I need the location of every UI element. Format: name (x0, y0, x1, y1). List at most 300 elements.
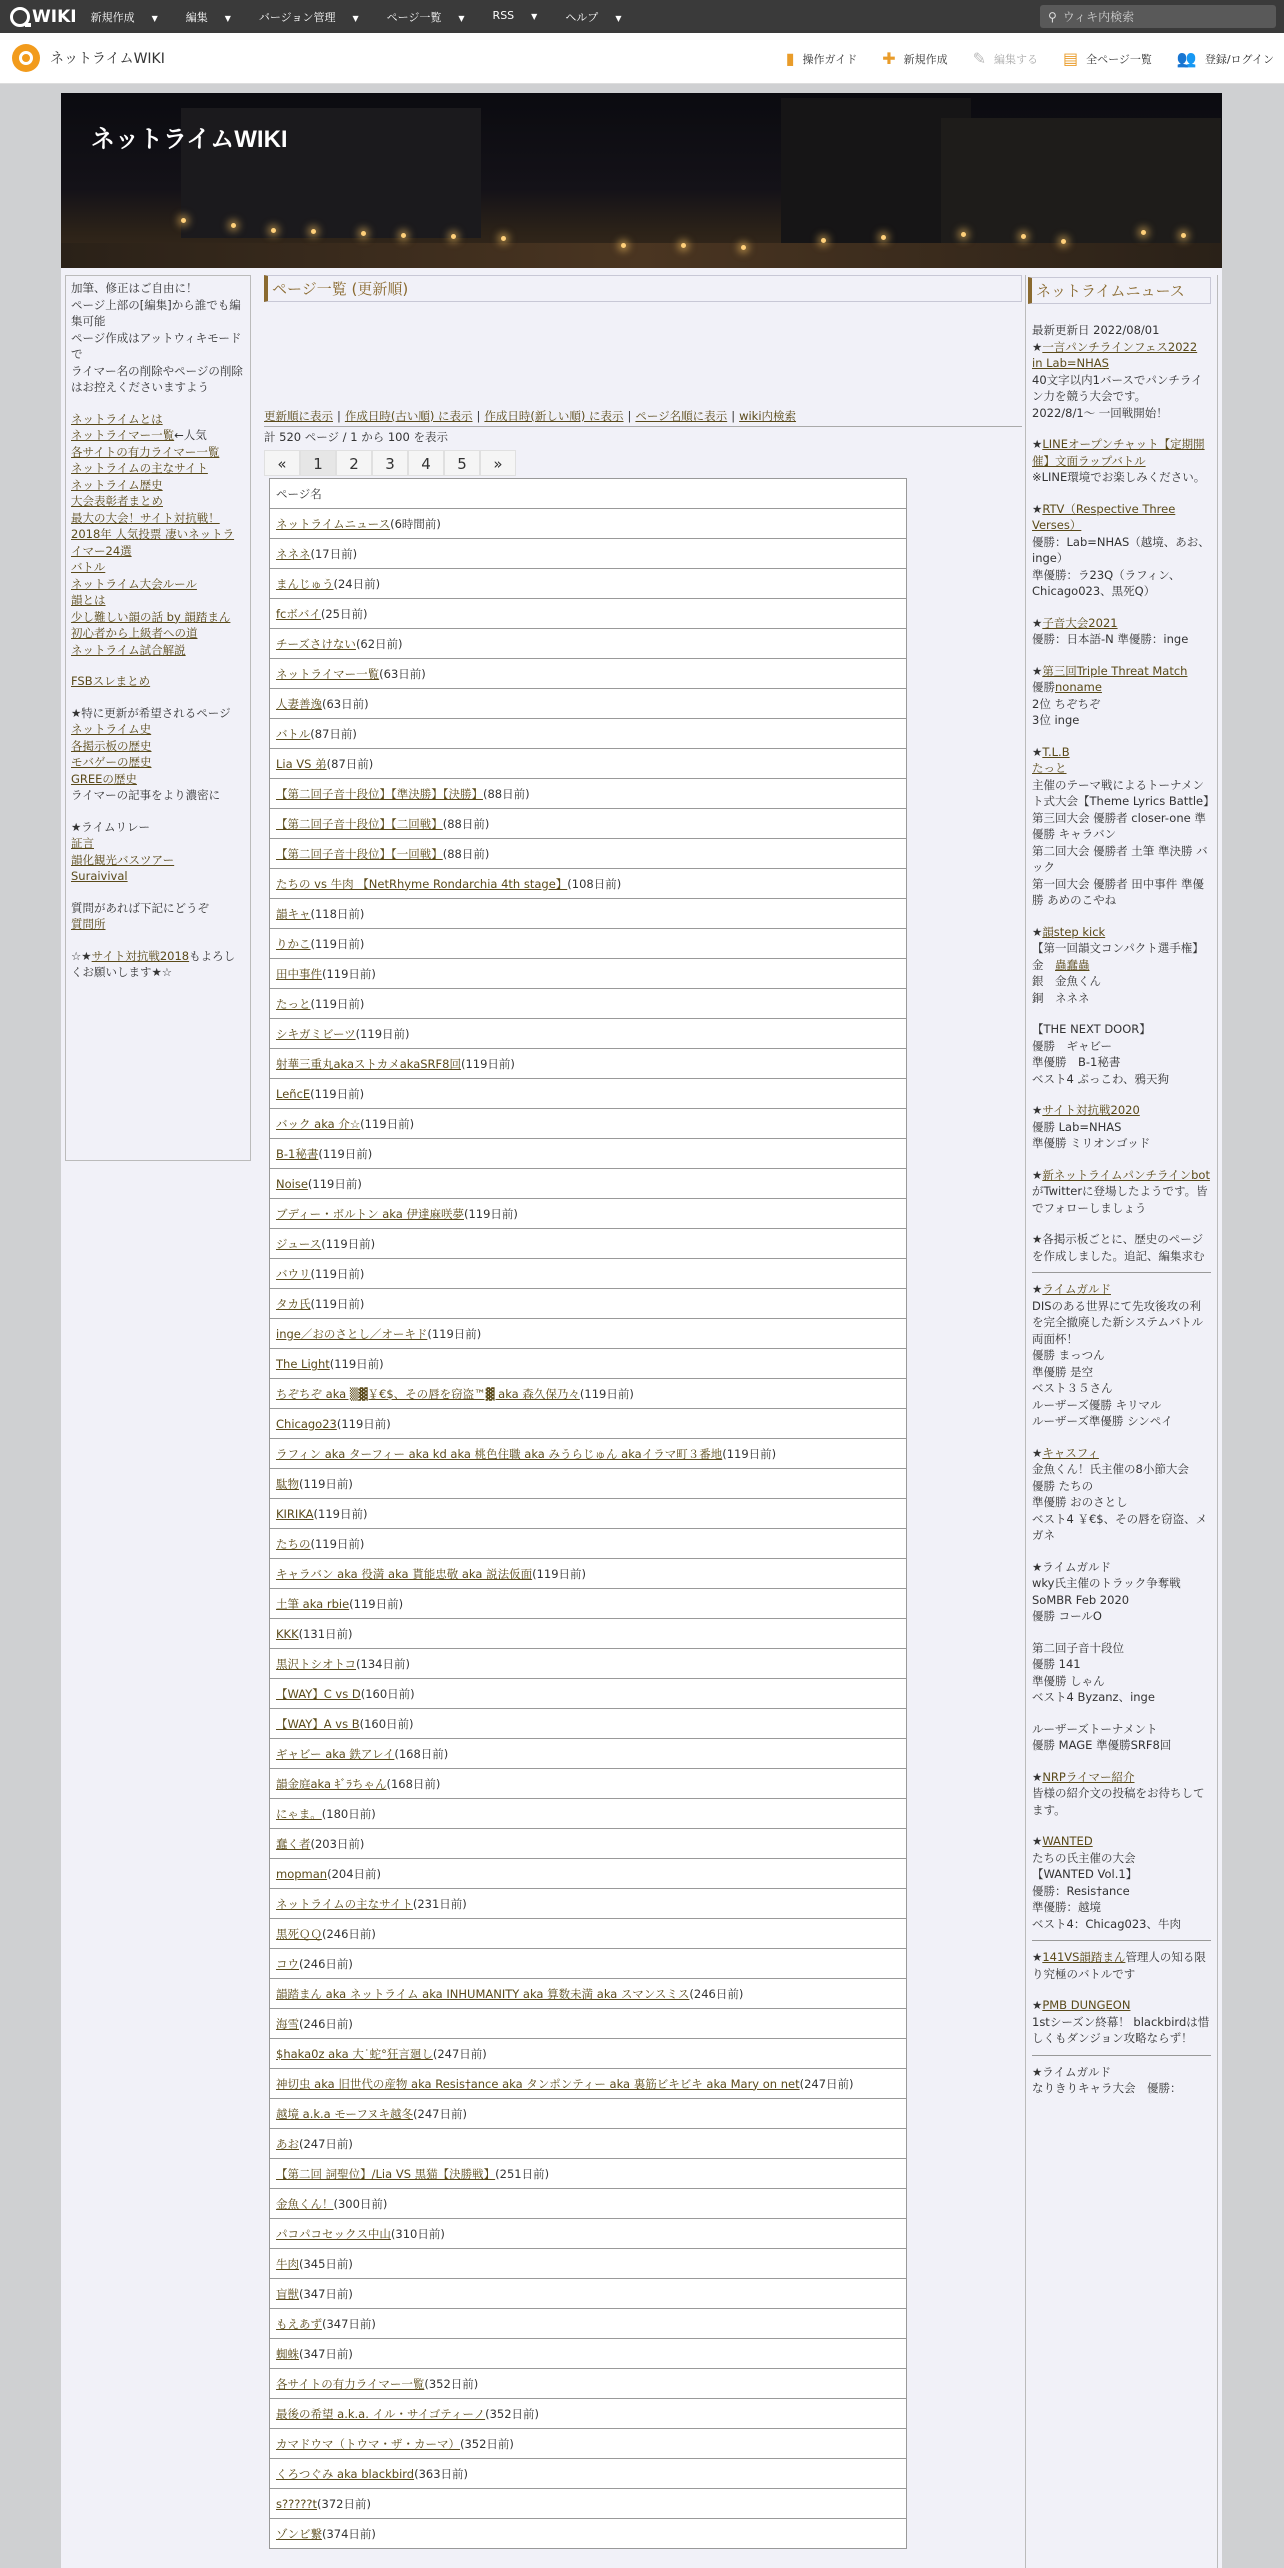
page-link[interactable]: パコパコセックス中山 (276, 2226, 391, 2241)
page-link[interactable]: 【第二回 詞聖位】/Lia VS 黒猫【決勝戦】 (276, 2166, 496, 2181)
history-link[interactable] (71, 738, 245, 755)
news-item[interactable] (1032, 663, 1211, 680)
left-link[interactable]: ネットライム試合解説 (71, 642, 186, 657)
news-link[interactable]: ライムガルド (1042, 1282, 1111, 1296)
page-link[interactable]: 蠢く者 (276, 1836, 311, 1851)
nav-label: 新規作成 (903, 52, 948, 66)
page-link[interactable]: 黒沢トシオトコ (276, 1656, 357, 1671)
news-item[interactable] (1032, 1281, 1211, 1298)
news-item[interactable] (1032, 1997, 1211, 2014)
wiki-search[interactable] (1040, 5, 1276, 28)
page-link[interactable]: 【WAY】C vs D (276, 1686, 361, 1701)
page-link[interactable]: 韻金庭aka ｷﾞﾗちゃん (276, 1776, 387, 1791)
page-link[interactable]: りかこ (276, 936, 311, 951)
page-link[interactable]: コウ (276, 1956, 299, 1971)
page-link[interactable]: タカ氏 (276, 1296, 311, 1311)
news-item[interactable] (1032, 1833, 1211, 1850)
page-link[interactable]: B-1秘書 (276, 1146, 319, 1161)
left-link[interactable] (71, 510, 245, 527)
news-item[interactable] (1032, 957, 1211, 974)
page-link[interactable]: たっと (276, 996, 311, 1011)
page-updated: (119日前) (460, 1056, 515, 1071)
relay-heading: ★ライムリレー (71, 819, 150, 834)
guide-icon: ▮ (785, 49, 795, 68)
nav-0[interactable] (786, 49, 857, 68)
table-cell (270, 1979, 907, 2009)
menu-item-4[interactable] (493, 9, 552, 25)
page-updated: (363日前) (414, 2466, 469, 2481)
news-item[interactable] (1032, 1167, 1211, 1184)
menu-item-1[interactable] (186, 9, 245, 25)
page-link[interactable]: 越境 a.k.a モーフヌキ越冬 (276, 2106, 414, 2121)
news-item (1032, 1608, 1211, 1625)
sort-link-2[interactable]: 作成日時(新しい順) に表示 (484, 409, 624, 423)
news-item[interactable] (1032, 501, 1211, 534)
left-link[interactable] (71, 625, 245, 642)
page-link[interactable]: 田中事件 (276, 966, 322, 981)
news-text: たちの氏主催の大会 (1032, 1850, 1136, 1865)
left-link[interactable] (71, 477, 245, 494)
page-updated: (88日前) (483, 786, 530, 801)
page-link[interactable]: 金魚くん！ (276, 2196, 334, 2211)
sort-link-3[interactable]: ページ名順に表示 (635, 409, 728, 423)
left-link[interactable]: 大会表彰者まとめ (71, 494, 163, 508)
page-button-6[interactable]: » (480, 450, 516, 476)
table-row (270, 2279, 907, 2309)
table-cell (270, 1829, 907, 1859)
left-link[interactable] (71, 576, 245, 593)
page-updated: (25日前) (320, 606, 368, 621)
page-button-3[interactable]: 3 (372, 450, 408, 476)
news-text: ★ (1032, 663, 1043, 678)
page-updated: (88日前) (442, 816, 490, 831)
table-cell (270, 869, 907, 899)
table-row (270, 659, 907, 689)
news-link[interactable]: RTV（Respective Three Verses） (1032, 501, 1176, 532)
atwiki-logo[interactable] (10, 7, 77, 27)
table-row (270, 1319, 907, 1349)
site-logo[interactable] (12, 44, 165, 72)
intro-text: 加筆、修正はご自由に！ (71, 281, 198, 295)
page-updated: (131日前) (298, 1626, 353, 1641)
left-link[interactable]: 最大の大会！サイト対抗戦！ (71, 510, 220, 525)
page-link[interactable]: 土筆 aka rbie (276, 1596, 350, 1611)
left-link[interactable]: 各サイトの有力ライマー一覧 (71, 444, 220, 459)
history-link[interactable] (71, 721, 245, 738)
left-link[interactable]: バトル (71, 560, 106, 574)
page-updated: (134日前) (356, 1656, 410, 1671)
question-link[interactable] (71, 916, 245, 933)
table-row (270, 1439, 907, 1469)
banner-title[interactable]: ネットライムWIKI (91, 126, 288, 153)
table-row (270, 2099, 907, 2129)
page-updated: (160日前) (360, 1686, 415, 1701)
relay-link[interactable]: 韻化観光バスツアー (71, 852, 175, 867)
page-updated: (119日前) (299, 1476, 353, 1491)
page-link[interactable]: 駄物 (276, 1476, 299, 1491)
news-text: 1stシーズン終幕！ blackbirdは惜しくもダンジョン攻略ならず！ (1032, 2014, 1210, 2045)
page-link[interactable]: くろつぐみ aka blackbird (276, 2466, 415, 2481)
page-link[interactable]: 射華三重丸akaストカメakaSRF8回 (276, 1056, 461, 1071)
table-row (270, 779, 907, 809)
closing-link[interactable]: サイト対抗戦2018 (91, 948, 190, 963)
relay-link[interactable]: 証言 (71, 836, 94, 850)
page-link[interactable]: s?????t (276, 2496, 318, 2511)
news-divider (1032, 1940, 1211, 1941)
table-cell (270, 1619, 907, 1649)
news-link[interactable]: NRPライマー紹介 (1042, 1769, 1135, 1784)
page-updated: (24日前) (333, 576, 381, 591)
news-text: ★ライムガルド (1032, 1559, 1111, 1574)
news-item (1032, 1494, 1211, 1511)
right-menu (1025, 275, 1218, 2568)
table-cell (270, 1919, 907, 1949)
table-row (270, 869, 907, 899)
page-link[interactable]: 黒死ＱＱ (276, 1926, 322, 1941)
page-link[interactable]: mopman (276, 1866, 328, 1881)
left-link[interactable]: ネットライマー一覧 (71, 428, 175, 442)
menu-item-5[interactable] (565, 9, 635, 25)
page-link[interactable]: Chicago23 (276, 1416, 337, 1431)
news-link[interactable]: 第三回Triple Threat Match (1042, 663, 1188, 678)
page-link[interactable]: 牛肉 (276, 2256, 299, 2271)
table-cell (270, 1319, 907, 1349)
left-link[interactable] (71, 493, 245, 510)
table-row (270, 959, 907, 989)
news-item (1032, 372, 1211, 405)
page-link[interactable]: KKK (276, 1626, 299, 1641)
table-row (270, 1709, 907, 1739)
news-item (1032, 1737, 1211, 1754)
news-text: ★ (1032, 339, 1043, 354)
page-updated: (119日前) (307, 1176, 362, 1191)
fsb-link[interactable] (71, 673, 245, 690)
news-item (1032, 1850, 1211, 1867)
intro-text: ページ作成はアットウィキモードで (71, 330, 242, 361)
left-link[interactable]: 2018年 人気投票 凄いネットライマー24選 (71, 527, 235, 558)
history-link[interactable]: 各掲示板の歴史 (71, 738, 152, 753)
table-row (270, 599, 907, 629)
sort-link-0[interactable]: 更新順に表示 (264, 409, 333, 423)
page-link[interactable]: 韻踏まん aka ネットライム aka INHUMANITY aka 算数未満 aka スマンスミス (276, 1986, 690, 2001)
page-link[interactable]: たちの vs 牛肉 【NetRhyme Rondarchia 4th stage】 (276, 876, 568, 891)
page-link[interactable]: 【第二回子音十段位】【一回戦】 (276, 846, 443, 861)
page-link[interactable]: もえあず (276, 2316, 322, 2331)
page-link[interactable]: 各サイトの有力ライマー一覧 (276, 2376, 425, 2391)
page-link[interactable]: 【第二回子音十段位】【二回戦】 (276, 816, 443, 831)
news-link[interactable]: T.L.B (1042, 744, 1070, 759)
page-link[interactable]: シキガミビーツ (276, 1026, 356, 1041)
table-row (270, 2069, 907, 2099)
table-row (270, 1229, 907, 1259)
chevron-down-icon: ▼ (224, 13, 231, 23)
news-text: 準優勝：越境 (1032, 1900, 1101, 1914)
left-link[interactable] (71, 592, 245, 609)
news-link[interactable]: WANTED (1042, 1834, 1093, 1848)
history-link[interactable] (71, 771, 245, 788)
page-updated: (246日前) (689, 1986, 744, 2001)
page-link[interactable]: まんじゅう (276, 576, 334, 591)
news-text: がTwitterに登場したようです。皆でフォローしましょう (1032, 1184, 1208, 1215)
page-link[interactable]: チーズさけない (276, 636, 356, 651)
news-text: ★ (1032, 1167, 1043, 1182)
news-text: ★各掲示板ごとに、歴史のページを作成しました。追記、編集求む (1032, 1232, 1205, 1263)
menu-item-0[interactable] (91, 9, 172, 25)
page-link[interactable]: ジュース (276, 1236, 322, 1251)
table-cell (270, 1199, 907, 1229)
relay-link[interactable] (71, 852, 245, 869)
page-link[interactable]: 海雪 (276, 2016, 299, 2031)
news-text: ベスト4 Byzanz、inge (1032, 1690, 1155, 1704)
news-item (1032, 777, 1215, 810)
news-item (1032, 322, 1211, 339)
news-item (1032, 2080, 1211, 2097)
table-cell (270, 1019, 907, 1049)
page-updated: (119日前) (321, 1236, 376, 1251)
page-link[interactable]: Lia VS 弟 (276, 756, 327, 771)
left-link[interactable] (71, 559, 245, 576)
table-cell (270, 1469, 907, 1499)
news-item (1032, 973, 1211, 990)
table-row (270, 1499, 907, 1529)
page-link[interactable]: キャラバン aka 役満 aka 貰能忠敬 aka 説法仮面 (276, 1566, 533, 1581)
page-button-0[interactable]: « (264, 450, 300, 476)
news-link[interactable]: 新ネットライムパンチラインbot (1042, 1167, 1210, 1182)
table-cell (270, 2459, 907, 2489)
news-link[interactable]: LINEオープンチャット【定期開催】文面ラップバトル (1032, 437, 1205, 468)
page-updated: (231日前) (412, 1896, 467, 1911)
nav-label: 登録/ログイン (1204, 52, 1274, 66)
page-link[interactable]: ネットライムの主なサイト (276, 1896, 413, 1911)
news-link[interactable]: PMB DUNGEON (1042, 1998, 1131, 2012)
left-link[interactable] (71, 526, 245, 559)
nav-2 (973, 49, 1038, 68)
page-link[interactable]: ちぞちぞ aka ▒▓￥€$、その唇を窃盗™▓ aka 森久保乃々 (276, 1386, 580, 1401)
left-link[interactable] (71, 642, 245, 659)
history-link[interactable] (71, 754, 245, 771)
news-link[interactable]: 子音大会2021 (1042, 615, 1118, 630)
site-title[interactable]: ネットライムWIKI (50, 51, 165, 67)
news-item[interactable] (1032, 679, 1211, 696)
page-link[interactable]: $haka0z aka 大˙蛇°狂言廻し (276, 2046, 433, 2061)
page-link[interactable]: 人妻善逸 (276, 696, 322, 711)
table-cell (270, 569, 907, 599)
page-button-5[interactable]: 5 (444, 450, 480, 476)
news-item (1032, 405, 1211, 422)
history-link[interactable]: ネットライム史 (71, 722, 152, 736)
news-item (1032, 1559, 1211, 1576)
page-link[interactable]: たちの (276, 1536, 311, 1551)
header-banner (61, 93, 1222, 268)
news-link[interactable]: 蟲蠢蟲 (1055, 957, 1090, 972)
news-item[interactable] (1032, 339, 1211, 372)
news-item (1032, 1183, 1211, 1216)
menu-item-2[interactable] (259, 9, 373, 25)
page-link[interactable]: カマドウマ（トウマ・ザ・カーマ） (276, 2436, 460, 2451)
news-item[interactable] (1032, 760, 1211, 777)
table-cell (270, 2399, 907, 2429)
left-link[interactable]: 初心者から上級者への道 (71, 626, 198, 640)
news-link[interactable]: 一言パンチラインフェス2022 in Lab=NHAS (1032, 339, 1198, 370)
page-button-1[interactable]: 1 (300, 450, 336, 476)
table-row (270, 2459, 907, 2489)
page-link[interactable]: ネネネ (276, 546, 311, 561)
news-link[interactable]: たっと (1032, 761, 1067, 775)
news-text: ベスト4 ￥€$、その唇を窃盗、メガネ (1032, 1511, 1208, 1542)
left-link[interactable]: ネットライムとは (71, 411, 163, 426)
sort-link-4[interactable]: wiki内検索 (739, 409, 797, 423)
news-item[interactable] (1032, 615, 1211, 632)
page-link[interactable]: にゃま。 (276, 1806, 322, 1821)
page-link[interactable]: ラフィン aka ターフィー aka kd aka 桃色住職 aka みうらじゅん akaイラマ町３番地 (276, 1446, 723, 1461)
question-link[interactable]: 質問所 (71, 917, 106, 931)
relay-link[interactable] (71, 868, 245, 885)
page-link[interactable]: ネットライマー一覧 (276, 666, 380, 681)
table-cell (270, 2279, 907, 2309)
news-item[interactable] (1032, 436, 1211, 469)
page-updated: (119日前) (722, 1446, 777, 1461)
left-link[interactable] (71, 427, 245, 444)
page-link[interactable]: 韻キャ (276, 906, 311, 921)
page-button-4[interactable]: 4 (408, 450, 444, 476)
chevron-down-icon: ▼ (458, 13, 465, 23)
news-item[interactable] (1032, 1102, 1211, 1119)
left-link[interactable]: ネットライム大会ルール (71, 576, 197, 591)
table-cell (270, 1439, 907, 1469)
table-cell (270, 1679, 907, 1709)
table-row (270, 1829, 907, 1859)
relay-link[interactable]: Suraivival (71, 869, 128, 883)
sort-link-1[interactable]: 作成日時(古い順) に表示 (344, 409, 473, 423)
news-link[interactable]: キャスフィ (1042, 1445, 1099, 1460)
search-input[interactable] (1063, 10, 1253, 24)
page-link[interactable]: バトル (276, 726, 311, 741)
news-link[interactable]: サイト対抗戦2020 (1042, 1103, 1140, 1117)
news-text: 【WANTED Vol.1】 (1032, 1867, 1138, 1881)
table-row (270, 2519, 907, 2549)
page-link[interactable]: 【WAY】A vs B (276, 1716, 360, 1731)
news-link[interactable]: 韻step kick (1042, 924, 1106, 939)
table-row (270, 539, 907, 569)
table-cell (270, 719, 907, 749)
page-link[interactable]: 蜘蛛 (276, 2346, 299, 2361)
news-text: ベスト4 ぷっこわ、鴉天狗 (1032, 1071, 1170, 1086)
news-link[interactable]: noname (1055, 680, 1102, 694)
page-link[interactable]: ブディー・ボルトン aka 伊達麻咲夢 (276, 1206, 464, 1221)
page-link[interactable]: LeñcE (276, 1086, 311, 1101)
news-text: 40文字以内1バースでパンチライン力を競う大会です。 (1032, 372, 1203, 403)
news-item[interactable] (1032, 1445, 1211, 1462)
page-updated: (347日前) (322, 2316, 376, 2331)
news-divider (1032, 1272, 1211, 1273)
table-row (270, 719, 907, 749)
table-cell (270, 2249, 907, 2279)
news-item (1032, 631, 1211, 648)
page-updated: (119日前) (349, 1596, 404, 1611)
nav-1[interactable] (882, 49, 947, 68)
page-link[interactable]: ギャビー aka 鉄アレイ (276, 1746, 395, 1761)
left-link[interactable]: ネットライムの主なサイト (71, 461, 208, 475)
popular-note: ←人気 (174, 428, 207, 442)
table-cell (270, 1499, 907, 1529)
news-item (1032, 1866, 1211, 1883)
left-link[interactable]: 韻とは (71, 593, 106, 607)
page-updated: (119日前) (310, 1266, 365, 1281)
page-button-2[interactable]: 2 (336, 450, 372, 476)
page-link[interactable]: 神切虫 aka 旧世代の産物 aka Resis†ance aka タンポンティー aka 裏筋ビキビキ aka Mary on net (276, 2076, 800, 2091)
table-cell (270, 1109, 907, 1139)
left-link[interactable] (71, 460, 245, 477)
news-item (1032, 940, 1211, 957)
page-updated: (160日前) (359, 1716, 414, 1731)
table-row (270, 1139, 907, 1169)
relay-link[interactable] (71, 835, 245, 852)
left-link[interactable] (71, 444, 245, 461)
table-cell (270, 2069, 907, 2099)
page-link[interactable]: fcボバイ (276, 606, 321, 621)
page-link[interactable]: ゾンビ繋 (276, 2526, 322, 2541)
page-updated: (62日前) (355, 636, 403, 651)
news-item (1032, 810, 1211, 843)
page-link[interactable]: Noise (276, 1176, 308, 1191)
history-link[interactable]: モバゲーの歴史 (71, 755, 152, 769)
menu-item-label: 新規作成 (90, 10, 135, 24)
table-cell (270, 2369, 907, 2399)
page-updated: (168日前) (394, 1746, 449, 1761)
page-updated: (119日前) (579, 1386, 634, 1401)
news-text: ★ (1032, 1950, 1043, 1964)
page-link[interactable]: バック aka 介☆ (276, 1116, 361, 1131)
news-item[interactable] (1032, 1769, 1211, 1786)
page-link[interactable]: 【第二回子音十段位】【準決勝】【決勝】 (276, 786, 483, 801)
news-text: 準優勝 ミリオンゴッド (1032, 1136, 1151, 1150)
page-link[interactable]: 盲獣 (276, 2286, 299, 2301)
news-item[interactable] (1032, 1949, 1211, 1982)
history-link[interactable]: GREEの歴史 (71, 771, 137, 786)
left-link[interactable]: ネットライム歴史 (71, 477, 163, 492)
page-link[interactable]: The Light (276, 1356, 330, 1371)
nav-3[interactable] (1063, 49, 1152, 68)
table-row (270, 1199, 907, 1229)
fsb-link[interactable]: FSBスレまとめ (71, 674, 151, 688)
news-item[interactable] (1032, 744, 1211, 761)
news-item (1032, 1673, 1211, 1690)
news-item[interactable] (1032, 924, 1211, 941)
page-link[interactable]: 最後の希望 a.k.a. イル・サイゴティーノ (276, 2406, 486, 2421)
table-row (270, 1289, 907, 1319)
table-cell (270, 2489, 907, 2519)
page-link[interactable]: ネットライムニュース (276, 516, 391, 531)
page-link[interactable]: KIRIKA (276, 1506, 314, 1521)
news-text: ★ (1032, 1103, 1043, 1117)
table-cell (270, 689, 907, 719)
question-text: 質問があれば下記にどうぞ (71, 900, 209, 915)
page-link[interactable]: あお (276, 2136, 299, 2151)
news-link[interactable]: 141VS韻踏まん (1042, 1950, 1126, 1964)
chevron-down-icon: ▼ (352, 13, 359, 23)
page-link[interactable]: バウリ (276, 1266, 311, 1281)
left-link[interactable] (71, 609, 245, 626)
menu-item-label: ヘルプ (565, 10, 599, 24)
menu-item-3[interactable] (387, 9, 479, 25)
nav-4[interactable] (1177, 49, 1274, 68)
left-link[interactable]: 少し難しい韻の話 by 韻踏まん (71, 609, 231, 624)
news-text: DISのある世界にて先攻後攻の利を完全撤廃した新システムバトル (1032, 1298, 1204, 1329)
table-cell (270, 779, 907, 809)
news-heading: ネットライムニュース (1028, 277, 1211, 304)
page-link[interactable]: inge／おのさとし／オーキド (276, 1326, 428, 1341)
left-link[interactable] (71, 411, 245, 428)
